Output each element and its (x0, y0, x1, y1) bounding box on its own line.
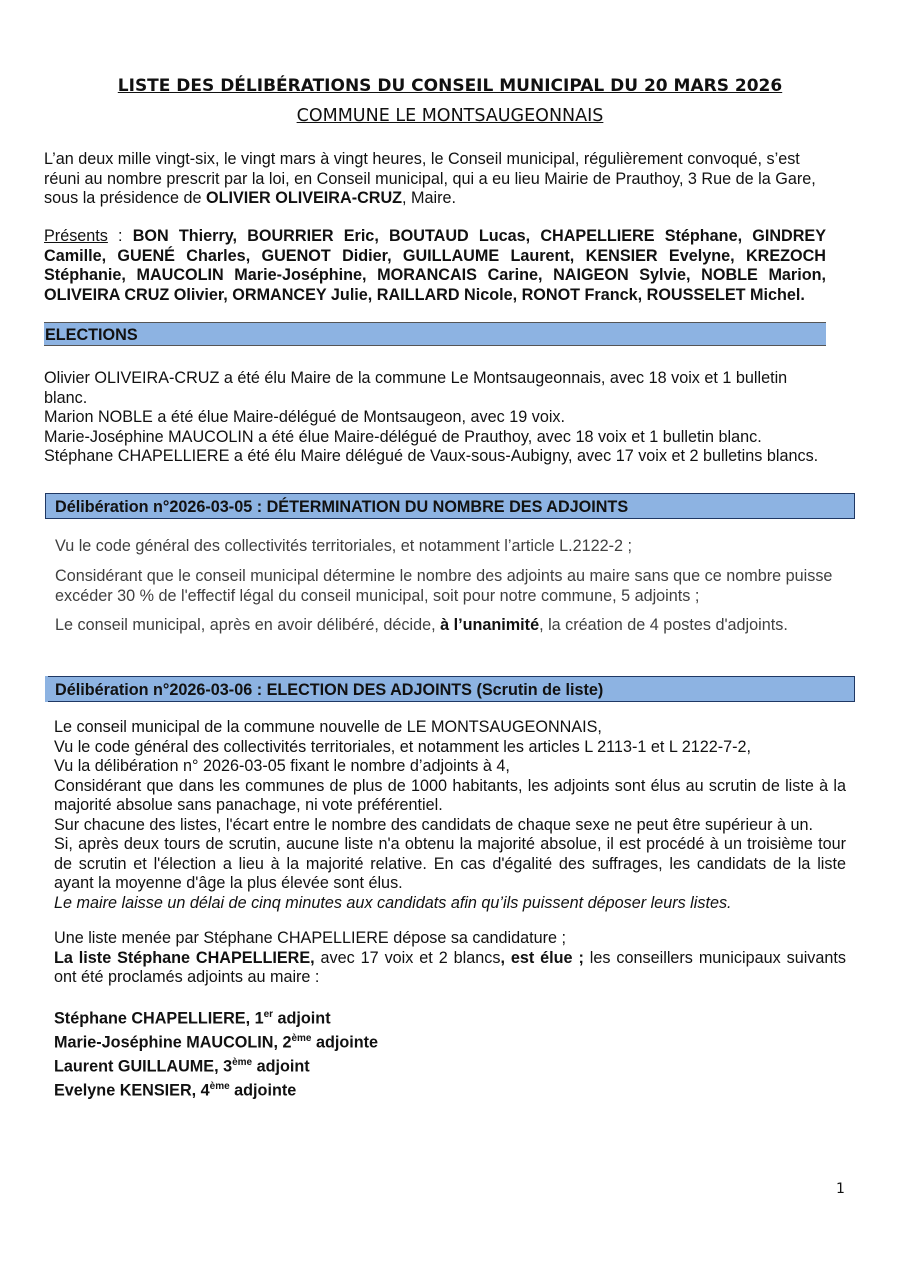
adjoint-name: Evelyne KENSIER, 4 (54, 1081, 210, 1100)
deliberation-2-line: Le maire laisse un délai de cinq minutes aux candidats afin qu’ils puissent déposer leurs listes. (54, 893, 732, 912)
page-subtitle: COMMUNE LE MONTSAUGEONNAIS (296, 106, 604, 126)
adjoint-item (54, 1029, 846, 1053)
result-votes: avec 17 voix et 2 blancs (314, 948, 501, 967)
deliberation-2-line: Le conseil municipal de la commune nouvelle de LE MONTSAUGEONNAIS, (54, 718, 602, 736)
deliberation-1-visa: Vu le code général des collectivités territoriales, et notamment l’article L.2122-2 ; (55, 537, 633, 555)
adjoint-name: Marie-Joséphine MAUCOLIN, 2 (54, 1033, 292, 1052)
adjoint-role: adjointe (311, 1033, 379, 1052)
president-name: OLIVIER OLIVEIRA-CRUZ (205, 189, 403, 207)
deliberation-2-line: Sur chacune des listes, l'écart entre le nombre des candidats de chaque sexe ne peut être supérieur à un. (54, 815, 813, 834)
presents-names: BON Thierry, BOURRIER Eric, BOUTAUD Lucas, CHAPELLIERE Stéphane, GINDREY Camille, GUENÉ Charles, GUENOT Didier, GUILLAUME Laurent, KENSIER Evelyne, KREZOCH Stéphanie, MAUCOLIN Marie-Joséphine, MORANCAIS Carine, NAIGEON Sylvie, NOBLE Marion, OLIVEIRA CRUZ Olivier, ORMANCEY Julie, RAILLARD Nicole, RONOT Franck, ROUSSELET Michel. (44, 227, 826, 304)
adjoint-rank: ème (232, 1056, 253, 1068)
adjoint-role: adjoint (252, 1057, 310, 1076)
adjoint-name: Stéphane CHAPELLIERE, 1 (54, 1009, 264, 1028)
intro-text: L’an deux mille vingt-six, le vingt mars à vingt heures, le Conseil municipal, régulièrement convoqué, s’est réuni au nombre prescrit par la loi, en Conseil municipal, qui a eu lieu Mairie de Prauthoy, 3 Rue de la Gare, sous la présidence de (44, 150, 816, 207)
adjoint-role: adjoint (273, 1009, 331, 1028)
election-result (54, 949, 846, 988)
intro-paragraph (44, 150, 826, 209)
presents-label: Présents (44, 227, 108, 245)
deliberation-1-considerant: Considérant que le conseil municipal détermine le nombre des adjoints au maire sans que ce nombre puisse excéder 30 % de l'effectif légal du conseil municipal, soit pour notre commune, 5 adjoints ; (55, 567, 833, 605)
result-elected: , est élue ; (500, 948, 584, 967)
presents-separator: : (107, 227, 133, 245)
election-line: Marion NOBLE a été élue Maire-délégué de Montsaugeon, avec 19 voix. (44, 408, 566, 426)
intro-suffix: , Maire. (402, 189, 457, 207)
adjoints-list (54, 1005, 846, 1101)
page-title: LISTE DES DÉLIBÉRATIONS DU CONSEIL MUNICIPAL DU 20 MARS 2026 (117, 76, 783, 96)
adjoint-item (54, 1005, 846, 1029)
election-line: Marie-Joséphine MAUCOLIN a été élue Maire-délégué de Prauthoy, avec 18 voix et 1 bulletin blanc. (44, 427, 762, 446)
elections-list (44, 369, 826, 467)
adjoint-role: adjointe (229, 1081, 297, 1100)
adjoint-item (54, 1077, 846, 1101)
election-line: Stéphane CHAPELLIERE a été élu Maire délégué de Vaux-sous-Aubigny, avec 17 voix et 2 bulletins blancs. (44, 447, 819, 465)
election-line: Olivier OLIVEIRA-CRUZ a été élu Maire de la commune Le Montsaugeonnais, avec 18 voix et 1 bulletin blanc. (44, 369, 788, 407)
result-list: La liste Stéphane CHAPELLIERE, (54, 948, 315, 967)
deliberation-2-line: Si, après deux tours de scrutin, aucune liste n'a obtenu la majorité absolue, il est procédé à un troisième tour de scrutin et l'élection a lieu à la majorité relative. En cas d'égalité des suffrages, les candidats de la liste ayant la moyenne d'âge la plus élevée sont élus. (54, 835, 846, 892)
deliberation-1-heading: Délibération n°2026-03-05 : DÉTERMINATION DU NOMBRE DES ADJOINTS (45, 493, 855, 519)
candidacy-line: Une liste menée par Stéphane CHAPELLIERE dépose sa candidature ; (54, 929, 567, 947)
deliberation-2-heading: Délibération n°2026-03-06 : ELECTION DES ADJOINTS (Scrutin de liste) (45, 676, 855, 702)
deliberation-2-body (54, 718, 846, 913)
deliberation-1-decision (55, 616, 845, 636)
adjoint-item (54, 1053, 846, 1077)
page-number: 1 (836, 1181, 845, 1197)
adjoint-rank: ème (209, 1080, 230, 1092)
adjoint-rank: ème (291, 1032, 312, 1044)
deliberation-2-line: Vu le code général des collectivités territoriales, et notamment les articles L 2113-1 et L 2122-7-2, (54, 737, 752, 756)
adjoint-name: Laurent GUILLAUME, 3 (54, 1057, 233, 1076)
candidacy-block (54, 929, 846, 988)
deliberation-2-line: Vu la délibération n° 2026-03-05 fixant le nombre d’adjoints à 4, (54, 757, 510, 775)
presents-paragraph (44, 227, 826, 305)
adjoint-rank: er (263, 1009, 274, 1020)
deliberation-2-line: Considérant que dans les communes de plus de 1000 habitants, les adjoints sont élus au scrutin de liste à la majorité absolue sans panachage, ni vote préférentiel. (54, 776, 846, 814)
decision-unanimity: à l’unanimité (440, 616, 540, 634)
decision-text: Le conseil municipal, après en avoir délibéré, décide, (55, 616, 441, 634)
result-text: les conseillers municipaux suivants ont été proclamés adjoints au maire : (54, 948, 847, 986)
elections-heading: ELECTIONS (44, 322, 826, 346)
decision-suffix: , la création de 4 postes d'adjoints. (539, 616, 788, 634)
